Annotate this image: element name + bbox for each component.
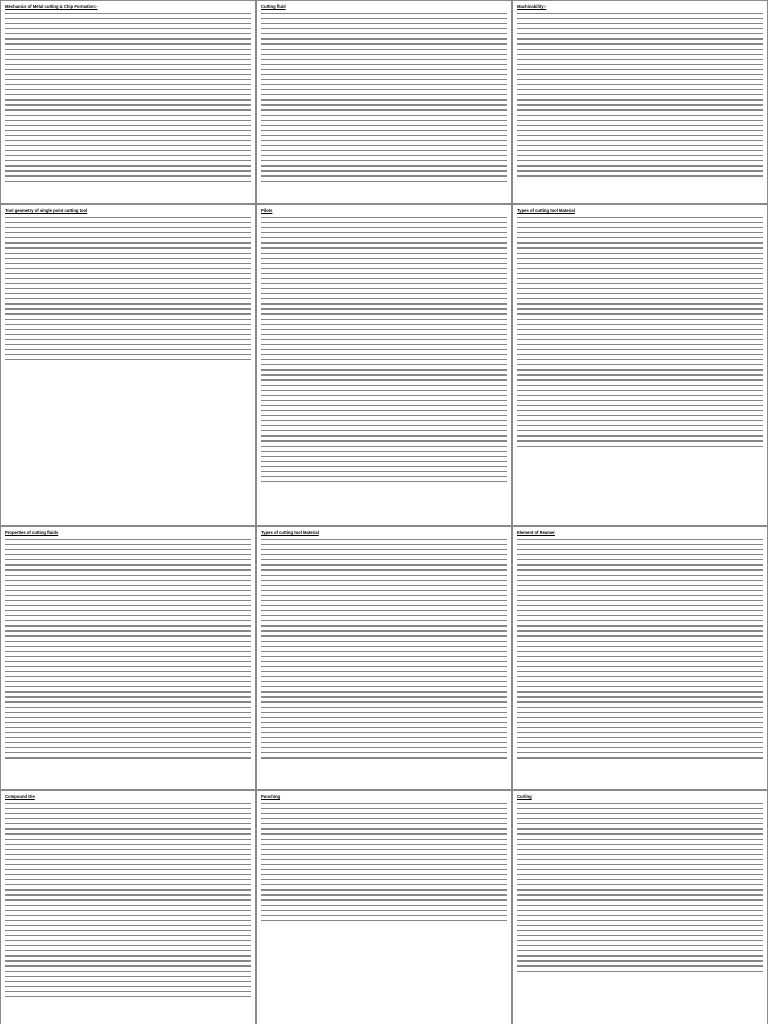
text-lines <box>5 803 251 997</box>
panel-metal-cutting <box>1 1 255 203</box>
text-lines <box>5 13 251 182</box>
text-lines <box>517 13 763 177</box>
panel-heading: Types of cutting tool Material <box>517 208 575 213</box>
panel-heading: Tool geometry of single point cutting tool <box>5 208 88 213</box>
panel-cutting-fluid <box>257 1 511 203</box>
panel-heading: Punching <box>261 794 281 799</box>
panel-heading: Cutting fluid <box>261 4 286 9</box>
text-lines <box>5 539 251 759</box>
panel-tool-geometry <box>1 205 255 525</box>
panel-heading: Types of cutting tool Material <box>261 530 319 535</box>
text-lines <box>261 539 507 759</box>
panel-heading: Machinability:- <box>517 4 547 9</box>
text-lines <box>517 539 763 759</box>
panel-machinability <box>513 1 767 203</box>
text-lines <box>5 217 251 360</box>
panel-heading: Mechanics of Metal cutting & Chip Formation:- <box>5 4 98 9</box>
text-lines <box>517 217 763 447</box>
text-lines <box>261 217 507 482</box>
panel-heading: Compound Die <box>5 794 35 799</box>
panel-curling <box>513 791 767 1027</box>
text-lines <box>261 13 507 182</box>
panel-reamer <box>513 527 767 789</box>
panel-tool-material <box>513 205 767 525</box>
panel-compound-die <box>1 791 255 1027</box>
panel-heading: Curling <box>517 794 532 799</box>
panel-heading: Pilots <box>261 208 273 213</box>
panel-tool-material-types <box>257 527 511 789</box>
text-lines <box>517 803 763 972</box>
panel-heading: Properties of cutting fluids <box>5 530 59 535</box>
panel-cutting-fluid-properties <box>1 527 255 789</box>
panel-punching <box>257 791 511 1027</box>
panel-pilots <box>257 205 511 525</box>
text-lines <box>261 803 507 921</box>
panel-heading: Element of Reamer <box>517 530 555 535</box>
